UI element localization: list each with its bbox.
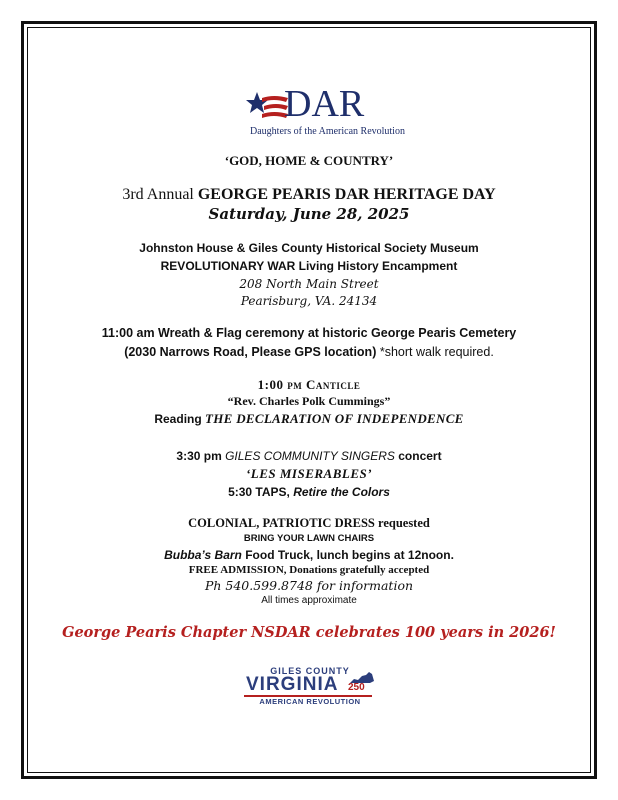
singers-line bbox=[0, 449, 618, 463]
centennial-banner: George Pearis Chapter NSDAR celebrates 100 years in 2026! bbox=[62, 624, 556, 641]
admission-note: FREE ADMISSION, Donations gratefully accepted bbox=[188, 564, 430, 576]
giles-250: 250 bbox=[348, 682, 365, 693]
taps-action: Retire the Colors bbox=[293, 485, 390, 499]
reading-lead: Reading bbox=[154, 412, 206, 426]
virginia-wordmark: VIRGINIA bbox=[246, 674, 339, 695]
taps-line bbox=[0, 485, 618, 499]
times-approx: All times approximate bbox=[261, 595, 357, 606]
les-miserables: ‘LES MISERABLES’ bbox=[245, 466, 373, 481]
singers-name: GILES COMMUNITY SINGERS bbox=[225, 449, 395, 463]
wreath-note: *short walk required. bbox=[376, 345, 494, 359]
canticle-time: 1:00 pm Canticle bbox=[257, 377, 361, 392]
giles-county-logo bbox=[240, 666, 380, 722]
food-truck-line bbox=[0, 548, 618, 562]
giles-county-label: GILES COUNTY bbox=[270, 666, 350, 676]
venue-line1: Johnston House & Giles County Historical Society Museum bbox=[139, 241, 479, 255]
singers-time: 3:30 pm bbox=[176, 449, 226, 463]
chairs-note: BRING YOUR LAWN CHAIRS bbox=[243, 533, 375, 544]
motto: ‘GOD, HOME & COUNTRY’ bbox=[224, 153, 394, 168]
phone-info: Ph 540.599.8748 for information bbox=[204, 578, 414, 593]
address-street: 208 North Main Street bbox=[239, 277, 379, 291]
reading-line bbox=[0, 411, 618, 427]
singers-suffix: concert bbox=[394, 449, 442, 463]
dar-wordmark: DAR bbox=[284, 83, 365, 125]
address-city: Pearisburg, VA. 24134 bbox=[240, 294, 378, 308]
dar-tagline: Daughters of the American Revolution bbox=[250, 126, 405, 137]
taps-time: 5:30 TAPS, bbox=[228, 485, 294, 499]
food-truck-name: Bubba’s Barn bbox=[164, 548, 242, 562]
food-truck-details: Food Truck, lunch begins at 12noon. bbox=[241, 548, 454, 562]
wreath-address: (2030 Narrows Road, Please GPS location) bbox=[124, 345, 377, 359]
title-lead: 3rd Annual bbox=[122, 186, 194, 203]
title-main: GEORGE PEARIS DAR HERITAGE DAY bbox=[197, 186, 496, 203]
wreath-location bbox=[0, 345, 618, 359]
venue-line2: REVOLUTIONARY WAR Living History Encampment bbox=[160, 259, 458, 273]
event-title bbox=[0, 186, 618, 204]
dar-logo bbox=[246, 83, 405, 138]
dress-note: COLONIAL, PATRIOTIC DRESS requested bbox=[188, 516, 430, 530]
wreath-ceremony: 11:00 am Wreath & Flag ceremony at historic George Pearis Cemetery bbox=[101, 326, 517, 340]
declaration-title: THE DECLARATION OF INDEPENDENCE bbox=[205, 411, 464, 426]
canticle-author: “Rev. Charles Polk Cummings” bbox=[227, 394, 391, 408]
event-date: Saturday, June 28, 2025 bbox=[208, 205, 410, 223]
american-revolution-label: AMERICAN REVOLUTION bbox=[259, 697, 361, 706]
